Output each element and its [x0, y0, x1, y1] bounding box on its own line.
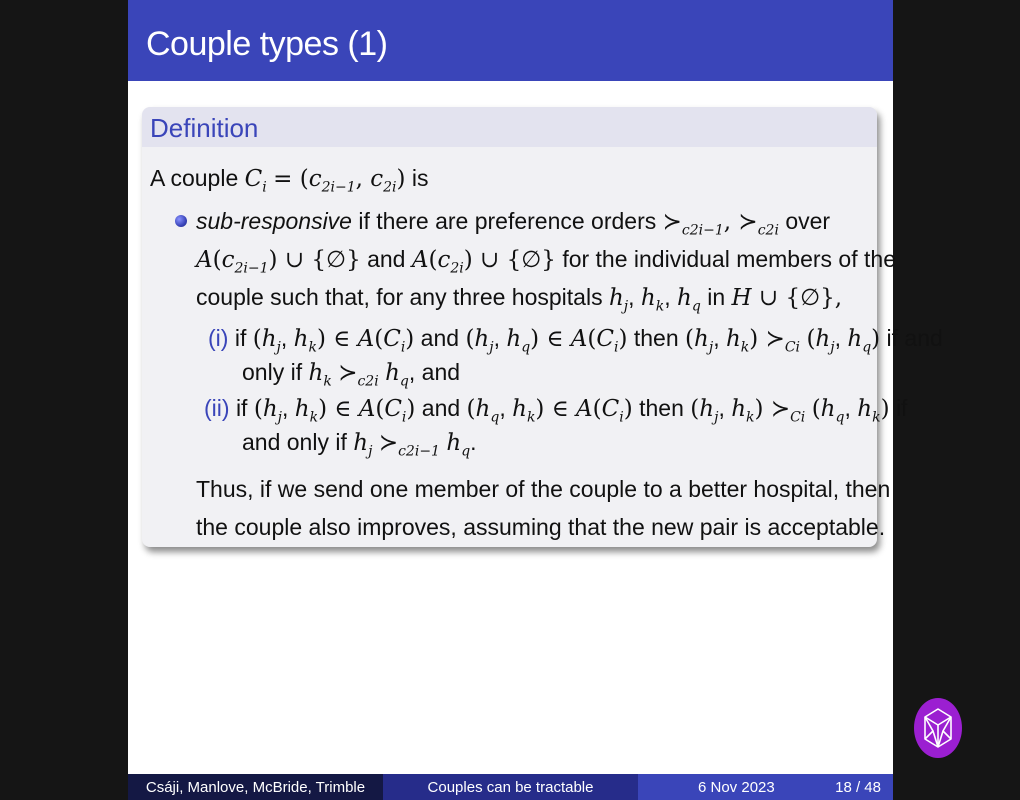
item-ii-label: (ii)	[204, 395, 230, 421]
ball-bullet-icon	[175, 215, 187, 227]
conclusion-line-2: the couple also improves, assuming that the new pair is acceptable.	[196, 514, 886, 540]
definition-block-header	[142, 107, 877, 147]
footer-page-number: 18 / 48	[835, 778, 881, 796]
footer	[128, 774, 893, 800]
footer-authors: Csáji, Manlove, McBride, Trimble	[128, 774, 383, 800]
polyhedron-logo-icon	[913, 697, 963, 759]
bullet-line-3: couple such that, for any three hospitals $h_j$, $h_k$, $h_q$ in H ∪ {∅},	[196, 284, 843, 315]
item-ii-line-2: and only if $h_j$ $≻_{c2i-1}$ $h_q$.	[242, 429, 477, 460]
bullet-line-2: $A(c_{2i-1})$ ∪ {∅} and $A(c_{2i})$ ∪ {∅} for the individual members of the	[196, 246, 896, 277]
math-couple: $C_i$	[244, 166, 267, 196]
definition-title: Definition	[150, 113, 259, 143]
slide-title: Couple types (1)	[146, 25, 388, 63]
sub-responsive-term: sub-responsive	[196, 208, 352, 234]
item-ii-line-1: (ii) if ($h_j$, $h_k$) ∈ $A(C_i)$ and ($h_q$, $h_k$) ∈ $A(C_i)$ then ($h_j$, $h_k$) $≻_{Ci}$ ($h_q$, $h_k$) if	[204, 395, 908, 426]
item-i-line-2: only if $h_k$ $≻_{c2i}$ $h_q$, and	[242, 359, 461, 390]
bullet-line-1: sub-responsive if there are preference orders $≻_{c2i-1}$, $≻_{c2i}$ over	[196, 208, 831, 239]
footer-date-page	[638, 774, 893, 800]
footer-date: 6 Nov 2023	[698, 778, 775, 796]
definition-intro: A couple $C_i = (c_{2i-1}$, $c_{2i}$) is	[150, 165, 429, 196]
item-i-line-1: (i) if ($h_j$, $h_k$) ∈ $A(C_i)$ and ($h_j$, $h_q$) ∈ $A(C_i)$ then ($h_j$, $h_k$) $≻_{Ci}$ ($h_j$, $h_q$) if and	[208, 325, 943, 356]
conclusion-line-1: Thus, if we send one member of the couple to a better hospital, then	[196, 476, 891, 502]
item-i-label: (i)	[208, 325, 229, 351]
title-bar	[128, 0, 893, 81]
footer-short-title: Couples can be tractable	[383, 774, 638, 800]
slide	[128, 0, 943, 800]
